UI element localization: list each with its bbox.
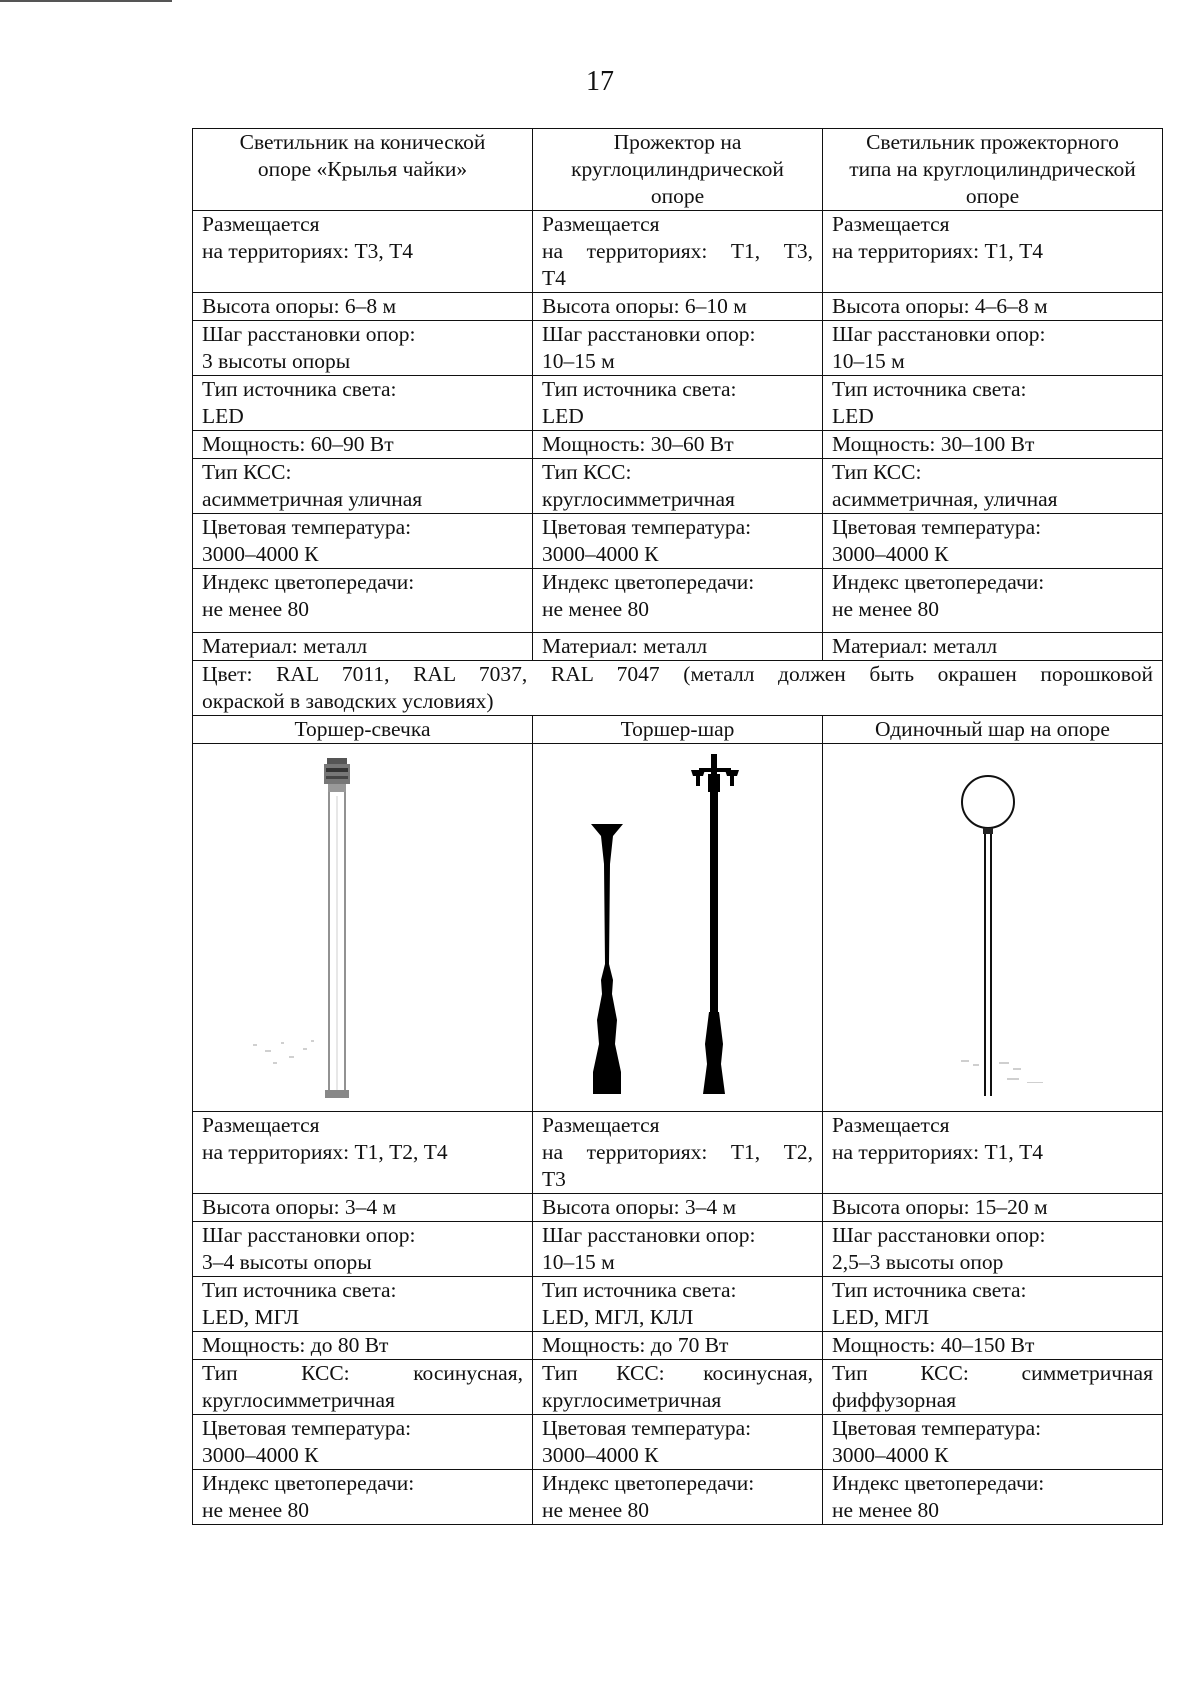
table1-height-cell: Высота опоры: 6–10 м xyxy=(533,293,823,321)
table1-header-floodlight: Прожектор на круглоцилиндрической опоре xyxy=(533,129,823,211)
table1-spacing-row xyxy=(193,321,1163,376)
table1-kss-cell: Тип КСС: круглосимметричная xyxy=(533,459,823,514)
table1-temperature-row xyxy=(193,514,1163,569)
table2-kss-cell: Тип КСС: косинусная, круглосиметричная xyxy=(533,1360,823,1415)
table1-cri-cell: Индекс цветопередачи: не менее 80 xyxy=(823,569,1163,633)
table2-source-row xyxy=(193,1277,1163,1332)
table2-height-cell: Высота опоры: 3–4 м xyxy=(533,1194,823,1222)
table1-temperature-cell: Цветовая температура: 3000–4000 К xyxy=(823,514,1163,569)
table2-spacing-cell: Шаг расстановки опор: 10–15 м xyxy=(533,1222,823,1277)
table2-height-cell: Высота опоры: 15–20 м xyxy=(823,1194,1163,1222)
table1-spacing-cell: Шаг расстановки опор: 3 высоты опоры xyxy=(193,321,533,376)
table2-cri-cell: Индекс цветопередачи: не менее 80 xyxy=(823,1470,1163,1525)
table2-placement-cell: Размещается на территориях: Т1, Т2, Т3 xyxy=(533,1112,823,1194)
table1-kss-cell: Тип КСС: асимметричная уличная xyxy=(193,459,533,514)
scan-edge-line xyxy=(0,0,172,2)
table2-header-floor-ball: Торшер-шар xyxy=(533,716,823,744)
table2-placement-cell: Размещается на территориях: Т1, Т4 xyxy=(823,1112,1163,1194)
table2-header-row xyxy=(193,716,1163,744)
table1-header-floodlight-type: Светильник прожекторного типа на круглоцилиндрической опоре xyxy=(823,129,1163,211)
table1-material-row xyxy=(193,633,1163,661)
table1-cri-cell: Индекс цветопередачи: не менее 80 xyxy=(193,569,533,633)
table2-power-cell: Мощность: до 70 Вт xyxy=(533,1332,823,1360)
table1-height-row xyxy=(193,293,1163,321)
table1-temperature-cell: Цветовая температура: 3000–4000 К xyxy=(193,514,533,569)
table1-spacing-cell: Шаг расстановки опор: 10–15 м xyxy=(533,321,823,376)
table1-temperature-cell: Цветовая температура: 3000–4000 К xyxy=(533,514,823,569)
table1-kss-cell: Тип КСС: асимметричная, уличная xyxy=(823,459,1163,514)
table2-power-cell: Мощность: 40–150 Вт xyxy=(823,1332,1163,1360)
table1-power-cell: Мощность: 30–100 Вт xyxy=(823,431,1163,459)
floor-ball-lamps-illustration xyxy=(533,744,823,1112)
table1-source-cell: Тип источника света: LED xyxy=(533,376,823,431)
table2-source-cell: Тип источника света: LED, МГЛ xyxy=(823,1277,1163,1332)
single-ball-lamp-illustration xyxy=(823,744,1163,1112)
table1-color-row xyxy=(193,661,1163,716)
table2-source-cell: Тип источника света: LED, МГЛ xyxy=(193,1277,533,1332)
table1-header-row xyxy=(193,129,1163,211)
table2-spacing-cell: Шаг расстановки опор: 2,5–3 высоты опор xyxy=(823,1222,1163,1277)
table2-cri-cell: Индекс цветопередачи: не менее 80 xyxy=(193,1470,533,1525)
single-ball-lamp-icon xyxy=(823,744,1163,1110)
luminaire-spec-table xyxy=(192,128,1163,1525)
table2-spacing-row xyxy=(193,1222,1163,1277)
table2-cri-cell: Индекс цветопередачи: не менее 80 xyxy=(533,1470,823,1525)
table2-temperature-row xyxy=(193,1415,1163,1470)
table1-power-cell: Мощность: 60–90 Вт xyxy=(193,431,533,459)
table1-kss-row xyxy=(193,459,1163,514)
floor-candle-lamp-illustration xyxy=(193,744,533,1112)
table1-material-cell: Материал: металл xyxy=(193,633,533,661)
table1-power-cell: Мощность: 30–60 Вт xyxy=(533,431,823,459)
table1-height-cell: Высота опоры: 6–8 м xyxy=(193,293,533,321)
table2-cri-row xyxy=(193,1470,1163,1525)
table1-height-cell: Высота опоры: 4–6–8 м xyxy=(823,293,1163,321)
table1-source-cell: Тип источника света: LED xyxy=(193,376,533,431)
table2-temperature-cell: Цветовая температура: 3000–4000 К xyxy=(193,1415,533,1470)
table1-material-cell: Материал: металл xyxy=(533,633,823,661)
table2-kss-cell: Тип КСС: косинусная, круглосимметричная xyxy=(193,1360,533,1415)
table2-kss-cell: Тип КСС: симметричная фиффузорная xyxy=(823,1360,1163,1415)
table1-power-row xyxy=(193,431,1163,459)
table2-image-row xyxy=(193,744,1163,1112)
table2-power-row xyxy=(193,1332,1163,1360)
table1-color-cell: Цвет: RAL 7011, RAL 7037, RAL 7047 (металл должен быть окрашен порошковой окраской в заводских условиях) xyxy=(193,661,1163,716)
table2-height-cell: Высота опоры: 3–4 м xyxy=(193,1194,533,1222)
floor-ball-lamps-icon xyxy=(533,744,823,1110)
table1-spacing-cell: Шаг расстановки опор: 10–15 м xyxy=(823,321,1163,376)
table2-kss-row xyxy=(193,1360,1163,1415)
table2-placement-row xyxy=(193,1112,1163,1194)
table2-header-floor-candle: Торшер-свечка xyxy=(193,716,533,744)
table2-temperature-cell: Цветовая температура: 3000–4000 К xyxy=(823,1415,1163,1470)
table1-cri-row xyxy=(193,569,1163,633)
table1-material-cell: Материал: металл xyxy=(823,633,1163,661)
table2-header-single-ball: Одиночный шар на опоре xyxy=(823,716,1163,744)
table1-source-cell: Тип источника света: LED xyxy=(823,376,1163,431)
table2-height-row xyxy=(193,1194,1163,1222)
table1-source-row xyxy=(193,376,1163,431)
page-number: 17 xyxy=(586,66,614,97)
table1-placement-row xyxy=(193,211,1163,293)
table1-header-seagull-wings: Светильник на конической опоре «Крылья чайки» xyxy=(193,129,533,211)
table2-temperature-cell: Цветовая температура: 3000–4000 К xyxy=(533,1415,823,1470)
floor-candle-lamp-icon xyxy=(193,744,533,1110)
table1-placement-cell: Размещается на территориях: Т1, Т4 xyxy=(823,211,1163,293)
table1-placement-cell: Размещается на территориях: Т1, Т3, Т4 xyxy=(533,211,823,293)
table1-placement-cell: Размещается на территориях: Т3, Т4 xyxy=(193,211,533,293)
table2-power-cell: Мощность: до 80 Вт xyxy=(193,1332,533,1360)
table2-placement-cell: Размещается на территориях: Т1, Т2, Т4 xyxy=(193,1112,533,1194)
table2-spacing-cell: Шаг расстановки опор: 3–4 высоты опоры xyxy=(193,1222,533,1277)
table2-source-cell: Тип источника света: LED, МГЛ, КЛЛ xyxy=(533,1277,823,1332)
table1-cri-cell: Индекс цветопередачи: не менее 80 xyxy=(533,569,823,633)
